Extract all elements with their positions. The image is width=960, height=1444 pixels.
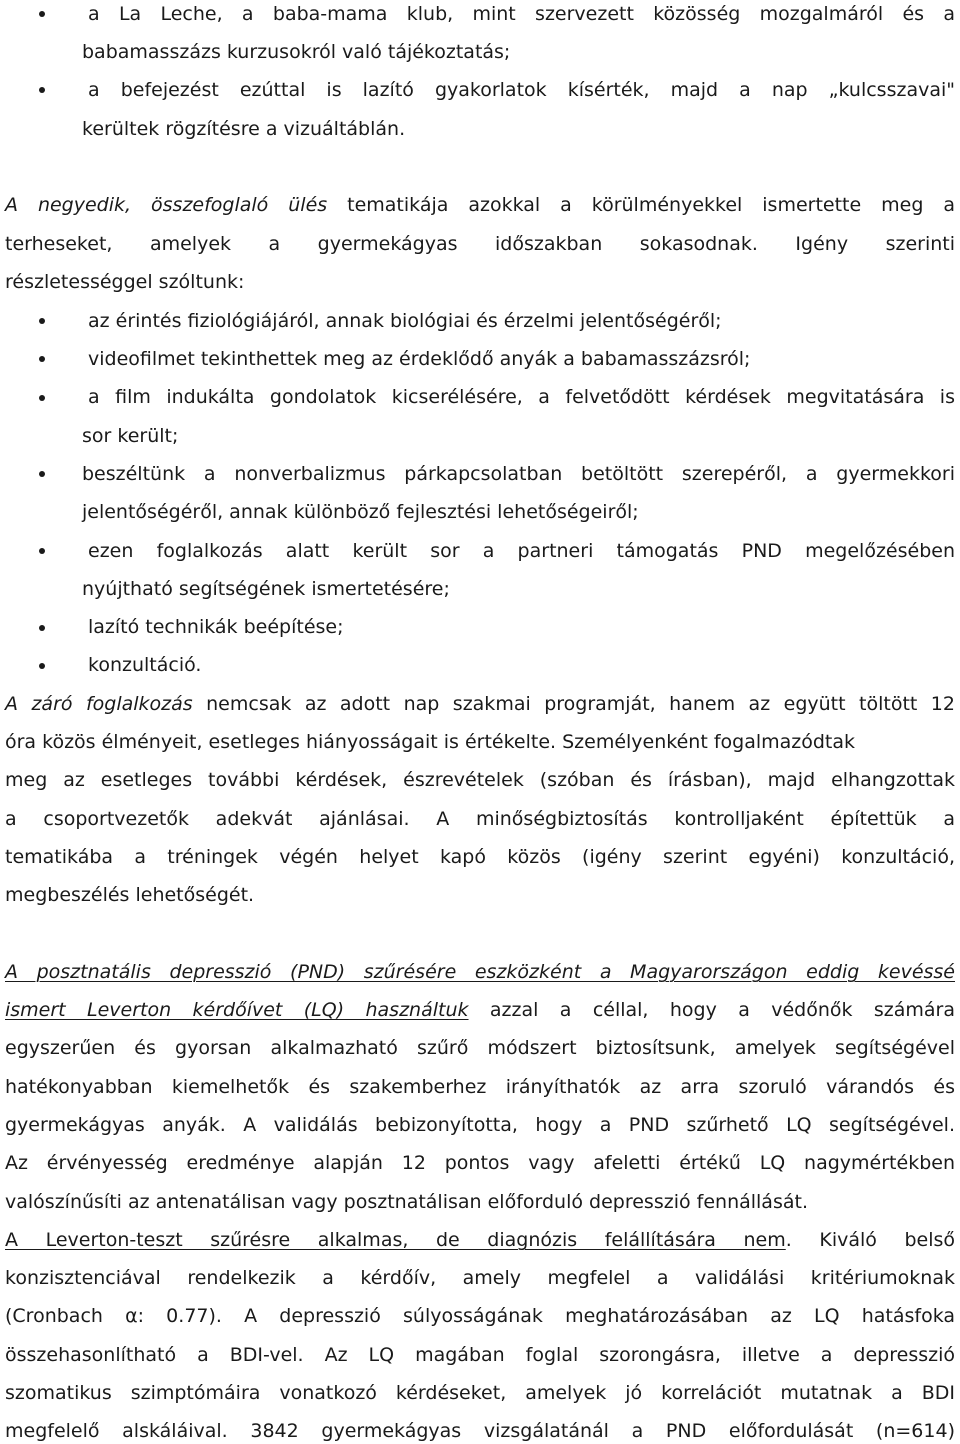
paragraph-line: részletességgel szóltunk: xyxy=(5,271,245,293)
bullet-icon xyxy=(39,548,45,554)
paragraph-line xyxy=(5,1228,955,1252)
paragraph-line xyxy=(5,193,955,217)
bullet-icon xyxy=(39,356,45,362)
bullet-icon xyxy=(39,625,45,631)
list-item: az érintés fiziológiájáról, annak biológiai és érzelmi jelentőségéről; xyxy=(88,310,722,332)
paragraph-line: meg az esetleges további kérdések, észrevételek (szóban és írásban), majd elhangzottak xyxy=(5,769,955,791)
paragraph-text: tematikája azokkal a körülményekkel ismertette meg a xyxy=(327,194,955,216)
paragraph-text: . Kiváló belső xyxy=(785,1229,956,1251)
paragraph-line: szomatikus szimptómáira vonatkozó kérdéseket, amelyek jó korrelációt mutatnak a BDI xyxy=(5,1382,955,1404)
paragraph-line: gyermekágyas anyák. A validálás bebizonyította, hogy a PND szűrhető LQ segítségével. xyxy=(5,1114,955,1136)
underlined-text: A Leverton-teszt szűrésre alkalmas, de diagnózis felállítására nem xyxy=(5,1229,786,1251)
bullet-icon xyxy=(39,11,45,17)
list-item: ezen foglalkozás alatt került sor a partneri támogatás PND megelőzésében xyxy=(88,540,955,562)
italic-heading: A záró foglalkozás xyxy=(5,693,193,715)
list-item: a befejezést ezúttal is lazító gyakorlatok kísérték, majd a nap „kulcsszavai" xyxy=(88,79,955,101)
paragraph-line: Az érvényesség eredménye alapján 12 pontos vagy afeletti értékű LQ nagymértékben xyxy=(5,1152,955,1174)
list-item: beszéltünk a nonverbalizmus párkapcsolatban betöltött szerepéről, a gyermekkori xyxy=(82,463,955,485)
paragraph-line: terheseket, amelyek a gyermekágyas időszakban sokasodnak. Igény szerinti xyxy=(5,233,955,255)
paragraph-line: egyszerűen és gyorsan alkalmazható szűrő módszert biztosítsunk, amelyek segítségével xyxy=(5,1037,955,1059)
paragraph-text: nemcsak az adott nap szakmai programját, hanem az együtt töltött 12 xyxy=(192,693,955,715)
paragraph-line xyxy=(5,692,955,716)
list-item-continuation: sor került; xyxy=(82,425,179,447)
bullet-icon xyxy=(39,471,45,477)
paragraph-line: a csoportvezetők adekvát ajánlásai. A minőségbiztosítás kontrolljaként építettük a xyxy=(5,808,955,830)
paragraph-line: valószínűsíti az antenatálisan vagy posztnatálisan előforduló depresszió fennállását. xyxy=(5,1191,808,1213)
list-item: videofilmet tekinthettek meg az érdeklődő anyák a babamasszázsról; xyxy=(88,348,751,370)
italic-heading: A negyedik, összefoglaló ülés xyxy=(5,194,328,216)
list-item-continuation: nyújtható segítségének ismertetésére; xyxy=(82,578,450,600)
list-item-continuation: babamasszázs kurzusokról való tájékoztatás; xyxy=(82,41,511,63)
paragraph-line: konzisztenciával rendelkezik a kérdőív, amely megfelel a validálási kritériumoknak xyxy=(5,1267,955,1289)
paragraph-line: megfelelő alskáláival. 3842 gyermekágyas vizsgálatánál a PND előfordulását (n=614) xyxy=(5,1420,955,1442)
bullet-icon xyxy=(39,663,45,669)
paragraph-line: hatékonyabban kiemelhetők és szakemberhez irányíthatók az arra szoruló várandós és xyxy=(5,1076,955,1098)
paragraph-line: óra közös élményeit, esetleges hiányosságait is értékelte. Személyenként fogalmazódtak xyxy=(5,731,856,753)
list-item-continuation: jelentőségéről, annak különböző fejlesztési lehetőségeiről; xyxy=(82,501,639,523)
paragraph-text: azzal a céllal, hogy a védőnők számára xyxy=(468,999,956,1021)
bullet-icon xyxy=(39,318,45,324)
paragraph-line xyxy=(5,998,955,1022)
underlined-italic-heading: A posztnatális depresszió (PND) szűrésére eszközként a Magyarországon eddig kevéssé xyxy=(5,961,955,983)
paragraph-line: összehasonlítható a BDI-vel. Az LQ magában foglal szorongásra, illetve a depresszió xyxy=(5,1344,955,1366)
underlined-italic-heading: ismert Leverton kérdőívet (LQ) használtuk xyxy=(5,999,469,1021)
paragraph-line: megbeszélés lehetőségét. xyxy=(5,884,255,906)
list-item-continuation: kerültek rögzítésre a vizuáltáblán. xyxy=(82,118,406,140)
list-item: a film indukálta gondolatok kicserélésére, a felvetődött kérdések megvitatására is xyxy=(88,386,955,408)
paragraph-line: tematikába a tréningek végén helyet kapó közös (igény szerint egyéni) konzultáció, xyxy=(5,846,955,868)
list-item: konzultáció. xyxy=(88,654,202,676)
paragraph-line: (Cronbach α: 0.77). A depresszió súlyosságának meghatározásában az LQ hatásfoka xyxy=(5,1305,955,1327)
bullet-icon xyxy=(39,395,45,401)
bullet-icon xyxy=(39,87,45,93)
list-item: a La Leche, a baba-mama klub, mint szervezett közösség mozgalmáról és a xyxy=(88,3,955,25)
list-item: lazító technikák beépítése; xyxy=(88,616,344,638)
